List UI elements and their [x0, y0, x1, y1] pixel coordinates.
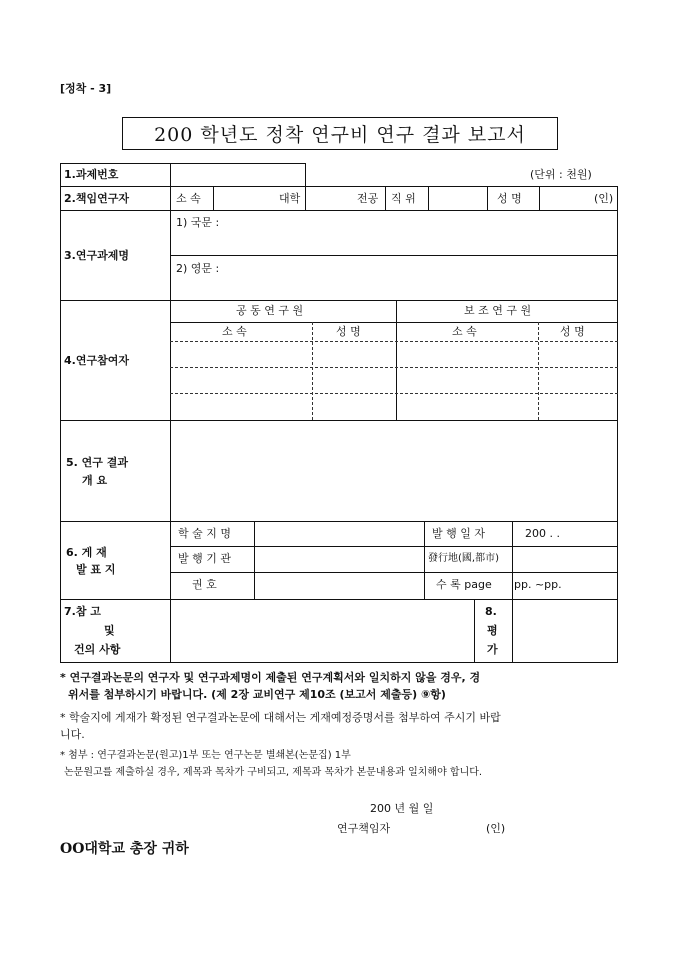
row6-line-2 [170, 572, 618, 573]
row7-sep-a [474, 599, 475, 662]
joint-researcher-header: 공 동 연 구 원 [236, 304, 304, 317]
row6-line-1 [170, 546, 618, 547]
table-left-border [60, 163, 61, 663]
row4-group-separator [396, 300, 397, 420]
assistant-researcher-header: 보 조 연 구 원 [464, 304, 532, 317]
domestic-title-label: 1) 국문 : [176, 216, 220, 229]
table-top-border [60, 186, 618, 187]
note-3-line2: 논문원고를 제출하실 경우, 제목과 목차가 구비되고, 제목과 목차가 본문내용과 일치해야 합니다. [64, 767, 483, 778]
name-label: 성 명 [497, 192, 522, 205]
row2-bottom-border [60, 210, 618, 211]
row6-sep-a [254, 521, 255, 599]
eval-label-line2: 평 [487, 624, 498, 637]
row5-bottom-border [60, 521, 618, 522]
note-3 [60, 747, 482, 781]
row4-bottom-border [60, 420, 618, 421]
row4-dash-col-2 [538, 322, 539, 420]
row7-label-line1: 7.참 고 [64, 605, 101, 618]
assistant-name-header: 성 명 [560, 325, 585, 338]
pub-date-value: 200 . . [525, 527, 560, 540]
signature-date: 200 년 월 일 [370, 802, 434, 815]
recipient: OO대학교 총장 귀하 [60, 841, 189, 857]
major-label: 전공 [357, 192, 379, 205]
row7-label-line2: 및 [104, 624, 115, 637]
row6-sep-b [424, 521, 425, 599]
row3-bottom-border [60, 300, 618, 301]
volume-label: 권 호 [192, 578, 217, 591]
eval-label-line1: 8. [485, 605, 497, 618]
page-title: 200 학년도 정착 연구비 연구 결과 보고서 [122, 117, 558, 150]
form-code: [정착 - 3] [60, 82, 112, 95]
position-label: 직 위 [391, 192, 416, 205]
row5-label-line2: 개 요 [82, 474, 108, 487]
row6-label-line2: 발 표 지 [76, 563, 116, 576]
english-title-label: 2) 영문 : [176, 262, 220, 275]
table-right-border [617, 186, 618, 663]
pub-date-label: 발 행 일 자 [432, 527, 485, 540]
row1-top-border [60, 163, 305, 164]
note-1 [60, 669, 480, 703]
note-2-line1: * 학술지에 게재가 확정된 연구결과논문에 대해서는 게재예정증명서를 첨부하여 주시기 바랍 [60, 711, 501, 724]
row7-label-line3: 건의 사항 [74, 643, 121, 656]
unit-note: (단위 : 천원) [530, 168, 592, 181]
row2-sep-a [213, 186, 214, 210]
signature-seal: (인) [486, 822, 506, 835]
row1-right-border [305, 163, 306, 186]
row2-sep-e [487, 186, 488, 210]
row3-mid-border [170, 255, 618, 256]
row2-sep-d [428, 186, 429, 210]
pages-label: 수 록 page [436, 578, 492, 591]
table-bottom-border [60, 662, 618, 663]
seal-label: (인) [594, 192, 614, 205]
eval-label-line3: 가 [487, 643, 498, 656]
row6-label-line1: 6. 게 재 [66, 546, 107, 559]
note-2-line2: 니다. [60, 728, 85, 741]
row6-bottom-border [60, 599, 618, 600]
row1-label: 1.과제번호 [64, 168, 119, 181]
row2-sep-b [305, 186, 306, 210]
college-label: 대학 [279, 192, 301, 205]
row4-label: 4.연구참여자 [64, 354, 129, 367]
pub-place-label: 發行地(國,都市) [428, 553, 499, 564]
joint-affiliation-header: 소 속 [222, 325, 247, 338]
row4-dash-row-3 [170, 393, 618, 394]
note-1-line2: 위서를 첨부하시기 바랍니다. (제 2장 교비연구 제10조 (보고서 제출등) ⑨항) [68, 688, 446, 701]
row6-sep-c [512, 521, 513, 599]
row5-label-line1: 5. 연구 결과 [66, 456, 128, 469]
note-3-line1: * 첨부 : 연구결과논문(원고)1부 또는 연구논문 별쇄본(논문집) 1부 [60, 750, 351, 761]
row7-sep-b [512, 599, 513, 662]
pages-value: pp. ~pp. [514, 578, 562, 591]
row2-sep-f [539, 186, 540, 210]
journal-label: 학 술 지 명 [178, 527, 231, 540]
row2-label: 2.책임연구자 [64, 192, 129, 205]
row4-dash-row-2 [170, 367, 618, 368]
publisher-label: 발 행 기 관 [178, 552, 231, 565]
joint-name-header: 성 명 [336, 325, 361, 338]
row4-header-border [170, 322, 618, 323]
row3-label: 3.연구과제명 [64, 249, 129, 262]
note-2 [60, 709, 501, 743]
label-column-separator [170, 163, 171, 663]
row4-dash-col-1 [312, 322, 313, 420]
row2-sep-c [385, 186, 386, 210]
affiliation-label: 소 속 [176, 192, 201, 205]
row4-dash-row-1 [170, 341, 618, 342]
assistant-affiliation-header: 소 속 [452, 325, 477, 338]
note-1-line1: * 연구결과논문의 연구자 및 연구과제명이 제출된 연구계획서와 일치하지 않을 경우, 경 [60, 671, 481, 684]
signature-researcher: 연구책임자 [337, 822, 391, 835]
